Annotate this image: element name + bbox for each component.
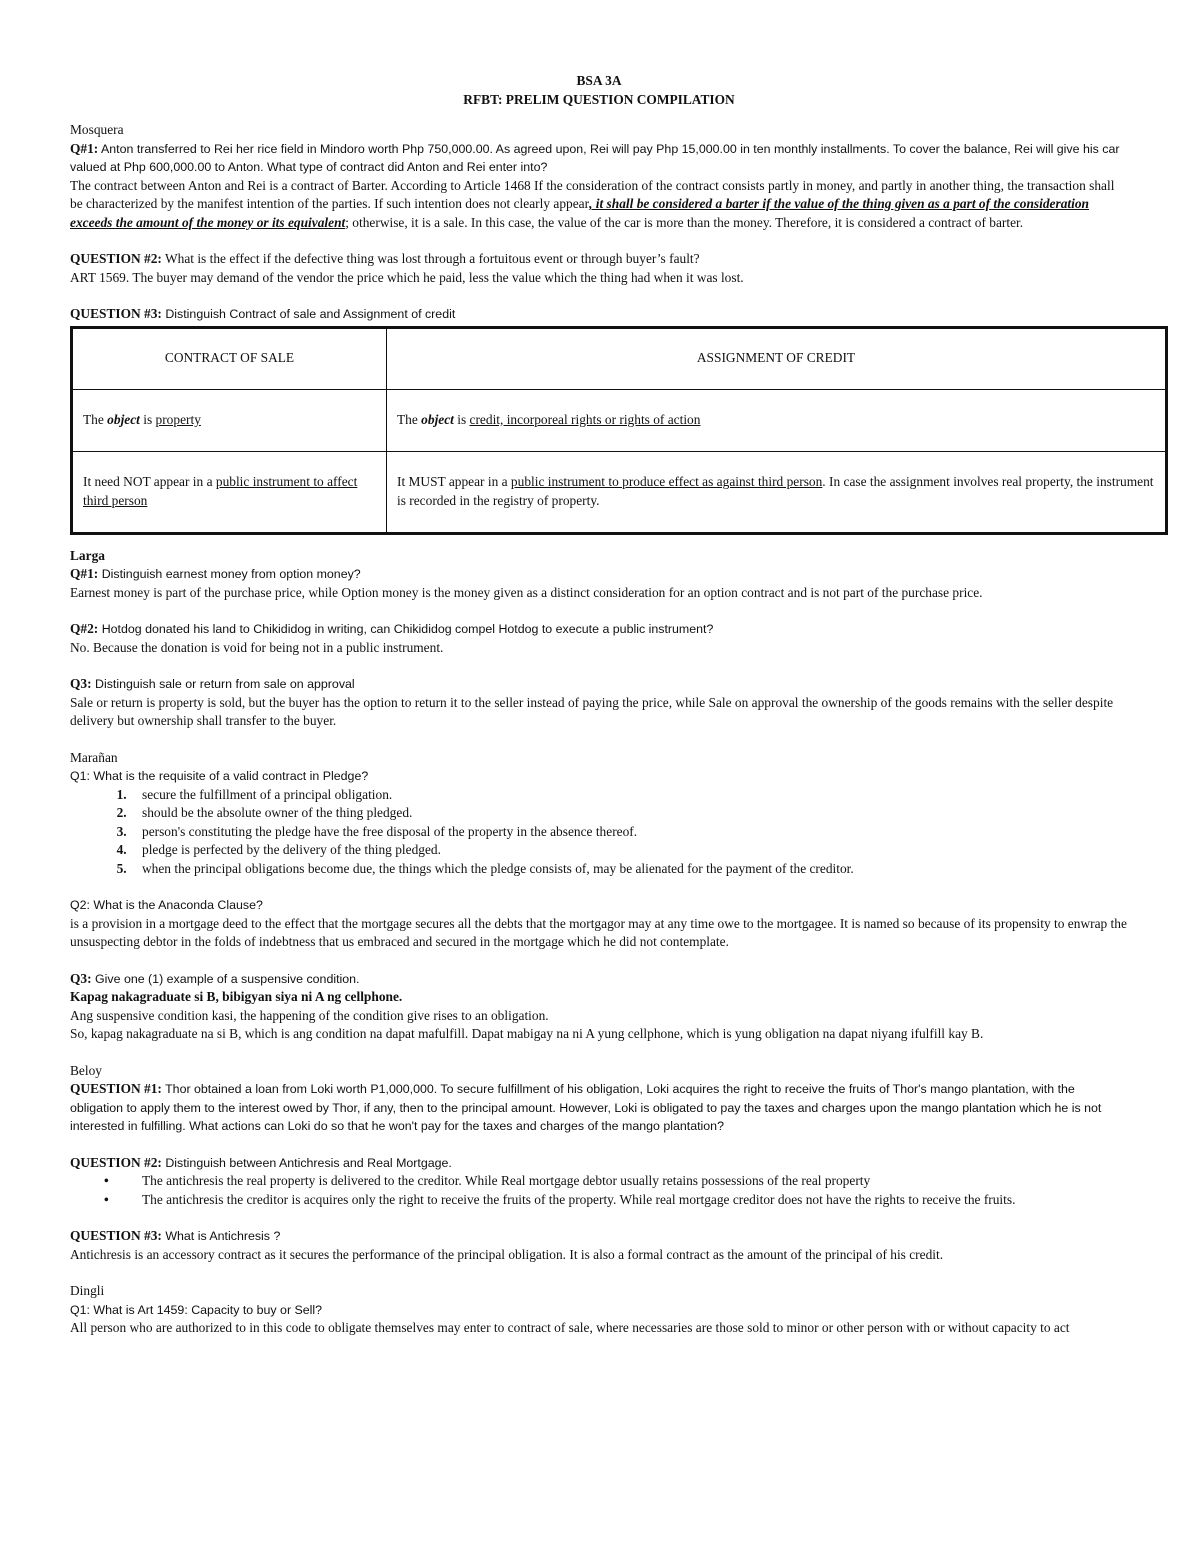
- larga-a3: Sale or return is property is sold, but the buyer has the option to return it to the seller instead of paying the price, while Sale on approval the ownership of the goods remains with the seller despite delivery but ownership shall transfer to the buyer.: [70, 694, 1114, 728]
- q-text: Distinguish earnest money from option money?: [98, 567, 361, 581]
- mosquera-q1: [70, 140, 1128, 177]
- q-label: QUESTION #3:: [70, 306, 162, 321]
- cell-underline: credit, incorporeal rights or rights of action: [469, 411, 701, 427]
- q-text: What is the effect if the defective thing was lost through a fortuitous event or through buyer’s fault?: [161, 251, 700, 266]
- table-cell: [387, 451, 1167, 533]
- maranan-q2: Q2: What is the Anaconda Clause?: [70, 898, 263, 912]
- table-header-cell: ASSIGNMENT OF CREDIT: [387, 327, 1167, 389]
- list-item: 1. secure the fulfillment of a principal obligation.: [130, 786, 1128, 805]
- cell-text: . In case the assignment involves real property, the instrument is recorded in the registry of property.: [397, 474, 1154, 508]
- list-item: 5. when the principal obligations become due, the things which the pledge consists of, may be alienated for the payment of the creditor.: [130, 860, 1128, 879]
- mosquera-a1: [70, 177, 1128, 233]
- larga-a1: Earnest money is part of the purchase price, while Option money is the money given as a distinct consideration for an option contract and is not part of the purchase price.: [70, 584, 983, 600]
- mosquera-q2: [70, 250, 1128, 269]
- cell-italic: object: [107, 411, 140, 427]
- q-label: Q3:: [70, 676, 92, 691]
- maranan-q3: [70, 970, 1128, 989]
- cell-text: The: [397, 411, 422, 427]
- answer-text: ; otherwise, it is a sale. In this case, the value of the car is more than the money. Therefore, it is considered a contract of barter.: [345, 214, 1024, 230]
- cell-text: is: [453, 411, 470, 427]
- comparison-table: [70, 326, 1168, 535]
- section-name-maranan: Marañan: [70, 749, 118, 765]
- beloy-a3: Antichresis is an accessory contract as it secures the performance of the principal obligation. It is also a formal contract as the amount of the principal of his credit.: [70, 1246, 944, 1262]
- table-row: [72, 451, 1167, 533]
- larga-q2: [70, 620, 1128, 639]
- maranan-a2: is a provision in a mortgage deed to the effect that the mortgage secures all the debts that the mortgagor may at any time owe to the mortgagee. It is named so because of its propensity to enwrap the unsuspecting debtor in the folds of indebtness that us embraced and secured in the mortgage which he did not contemplate.: [70, 915, 1127, 949]
- table-cell: [72, 389, 387, 451]
- q-label: Q#2:: [70, 621, 99, 636]
- list-item: 3. person's constituting the pledge have the free disposal of the property in the absence thereof.: [130, 823, 1128, 842]
- section-name-mosquera: Mosquera: [70, 122, 124, 137]
- pledge-requisites-list: [70, 786, 1128, 879]
- table-header-cell: CONTRACT OF SALE: [72, 327, 387, 389]
- q-text: What is Antichresis ?: [161, 1229, 281, 1243]
- q-label: Q#1:: [70, 566, 99, 581]
- q-text: Anton transferred to Rei her rice field in Mindoro worth Php 750,000.00. As agreed upon, Rei will pay Php 15,000.00 in ten monthly installments. To cover the balance, Rei will give his car valued at Php 600,000.00 to Anton. What type of contract did Anton and Rei enter into?: [70, 141, 1120, 174]
- q-label: Q#1:: [70, 140, 99, 156]
- section-name-beloy: Beloy: [70, 1062, 102, 1078]
- q-label: QUESTION #2:: [70, 1154, 162, 1170]
- maranan-q1: Q1: What is the requisite of a valid contract in Pledge?: [70, 769, 369, 783]
- table-row: [72, 389, 1167, 451]
- q-text: Thor obtained a loan from Loki worth P1,000,000. To secure fulfillment of his obligation, Loki acquires the right to receive the fruits of Thor's mango plantation, with the obligation to apply them to the interest owed by Thor, if any, then to the principal amount. However, Loki is obligated to pay the taxes and charges upon the mango plantation which he is not interested in fulfilling. What actions can Loki do so that he won't pay for the taxes and charges of the mango plantation?: [70, 1082, 1102, 1133]
- document-page: [70, 72, 1154, 1338]
- q-label: Q3:: [70, 970, 92, 986]
- section-name-larga: Larga: [70, 547, 105, 563]
- list-item: [104, 1172, 1128, 1191]
- header-title: RFBT: PRELIM QUESTION COMPILATION: [463, 91, 735, 107]
- bullet-icon: •: [104, 1173, 109, 1188]
- list-item: [104, 1191, 1128, 1210]
- list-item: 4. pledge is perfected by the delivery of the thing pledged.: [130, 841, 1128, 860]
- dingli-q1: Q1: What is Art 1459: Capacity to buy or Sell?: [70, 1302, 323, 1317]
- q-text: Hotdog donated his land to Chikididog in writing, can Chikididog compel Hotdog to execute a public instrument?: [98, 622, 714, 636]
- cell-italic: object: [421, 411, 454, 427]
- maranan-a3-line2: Ang suspensive condition kasi, the happening of the condition give rises to an obligation.: [70, 1007, 549, 1023]
- answer-emphasis: , it shall be considered a barter if the value of the thing given as a part of the consideration exceeds the amount of the money or its equivalent: [70, 196, 1089, 230]
- list-item: 2. should be the absolute owner of the thing pledged.: [130, 804, 1128, 823]
- q-text: Give one (1) example of a suspensive condition.: [91, 971, 360, 986]
- beloy-q2: [70, 1154, 1128, 1173]
- cell-text: is: [139, 411, 156, 427]
- maranan-a3-line1: Kapag nakagraduate si B, bibigyan siya ni A ng cellphone.: [70, 989, 403, 1004]
- beloy-q1: [70, 1080, 1128, 1136]
- cell-text: It need NOT appear in a: [83, 474, 216, 489]
- answer-text: The contract between Anton and Rei is a contract of Barter. According to Article 1468 If the consideration of the contract consists partly in money, and partly in another thing, the transaction shall be characterized by the manifest intention of the parties. If such intention does not clearly appear: [70, 177, 1115, 211]
- bullet-text: The antichresis the creditor is acquires only the right to receive the fruits of the property. While real mortgage creditor does not have the rights to receive the fruits.: [142, 1191, 1016, 1207]
- maranan-a3-line3: So, kapag nakagraduate na si B, which is ang condition na dapat mafulfill. Dapat mabigay na ni A yung cellphone, which is yung obligation na dapat niyang ifulfill kay B.: [70, 1026, 984, 1041]
- q-label: QUESTION #1:: [70, 1081, 162, 1096]
- table-cell: [72, 451, 387, 533]
- mosquera-a2: ART 1569. The buyer may demand of the vendor the price which he paid, less the value which the thing had when it was lost.: [70, 269, 744, 285]
- table-header-row: [72, 327, 1167, 389]
- q-text: Distinguish sale or return from sale on approval: [91, 677, 355, 691]
- section-name-dingli: Dingli: [70, 1283, 105, 1298]
- q-text: Distinguish between Antichresis and Real Mortgage.: [161, 1155, 452, 1170]
- bullet-icon: •: [104, 1191, 109, 1207]
- cell-text: It MUST appear in a: [397, 474, 511, 489]
- cell-underline: public instrument to produce effect as against third person: [510, 474, 823, 489]
- larga-q3: [70, 675, 1128, 694]
- cell-underline: property: [155, 411, 201, 427]
- cell-underline: public instrument to affect third person: [83, 474, 358, 508]
- table-cell: [387, 389, 1167, 451]
- q-label: QUESTION #2:: [70, 251, 162, 266]
- larga-q1: [70, 565, 1128, 584]
- q-text: Distinguish Contract of sale and Assignment of credit: [161, 307, 456, 321]
- larga-a2: No. Because the donation is void for being not in a public instrument.: [70, 639, 444, 655]
- mosquera-q3: [70, 305, 1128, 324]
- header-class: BSA 3A: [576, 73, 622, 88]
- bullet-text: The antichresis the real property is delivered to the creditor. While Real mortgage debtor usually retains possessions of the real property: [142, 1173, 871, 1188]
- antichresis-bullets: [70, 1172, 1128, 1209]
- beloy-q3: [70, 1227, 1128, 1246]
- q-label: QUESTION #3:: [70, 1228, 162, 1243]
- cell-text: The: [83, 411, 108, 427]
- dingli-a1: All person who are authorized to in this code to obligate themselves may enter to contract of sale, where necessaries are those sold to minor or other person with or without capacity to act: [70, 1320, 1070, 1335]
